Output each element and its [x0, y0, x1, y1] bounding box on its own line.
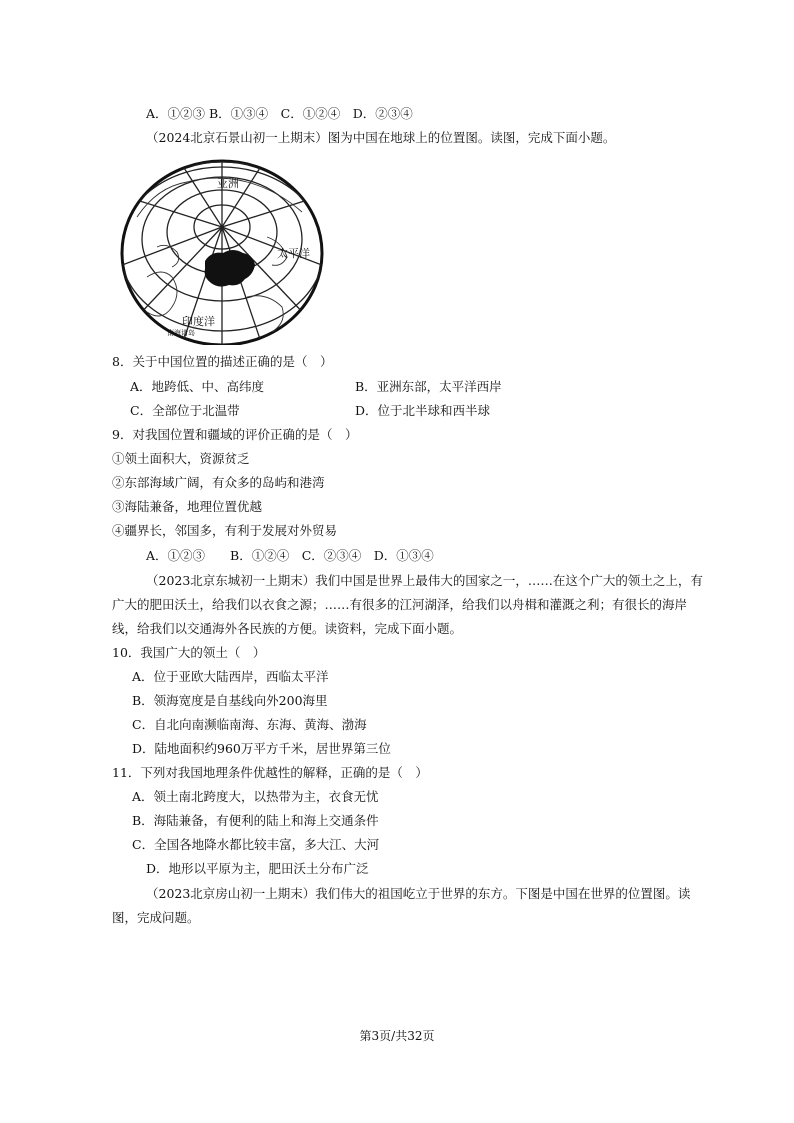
material-intro-2024: （2024北京石景山初一上期末）图为中国在地球上的位置图。读图，完成下面小题。 [146, 130, 616, 145]
q10-option-b: B．领海宽度是自基线向外200海里 [132, 693, 328, 708]
q11-option-a: A．领土南北跨度大，以热带为主，衣食无忧 [132, 789, 379, 804]
q9-options: A．①②③ B．①②④ C．②③④ D．①③④ [146, 548, 434, 563]
q10-option-d: D．陆地面积约960万平方千米，居世界第三位 [132, 741, 391, 756]
question-8: 8．关于中国位置的描述正确的是（ ） [112, 354, 333, 369]
q10-option-a: A．位于亚欧大陆西岸，西临太平洋 [132, 669, 329, 684]
question-11: 11．下列对我国地理条件优越性的解释，正确的是（ ） [112, 765, 428, 780]
previous-options: A．①②③ B．①③④ C．①②④ D．②③④ [146, 106, 413, 121]
label-south-china-sea: 南海诸岛 [167, 329, 195, 337]
material-intro-2023-dongcheng-3: 线，给我们以交通海外各民族的方便。读资料，完成下面小题。 [112, 621, 463, 636]
q10-option-c: C．自北向南濒临南海、东海、黄海、渤海 [132, 717, 367, 732]
q9-statement-4: ④疆界长，邻国多，有利于发展对外贸易 [112, 523, 338, 538]
china-globe-map [117, 157, 327, 345]
q9-statement-1: ①领土面积大，资源贫乏 [112, 451, 250, 466]
q11-option-b: B．海陆兼备，有便利的陆上和海上交通条件 [132, 813, 379, 828]
q8-option-d: D．位于北半球和西半球 [355, 403, 491, 418]
q11-option-d: D．地形以平原为主，肥田沃土分布广泛 [146, 861, 369, 876]
label-indian: 印度洋 [182, 315, 215, 328]
material-intro-2023-fangshan-2: 图，完成问题。 [112, 910, 200, 925]
q8-option-b: B．亚洲东部，太平洋西岸 [355, 379, 502, 394]
q9-statement-3: ③海陆兼备，地理位置优越 [112, 499, 263, 514]
material-intro-2023-fangshan-1: （2023北京房山初一上期末）我们伟大的祖国屹立于世界的东方。下图是中国在世界的位置图。读 [146, 886, 691, 901]
label-asia: 亚洲 [217, 177, 239, 190]
material-intro-2023-dongcheng-1: （2023北京东城初一上期末）我们中国是世界上最伟大的国家之一，……在这个广大的领土之上，有 [146, 573, 703, 588]
q11-option-c: C．全国各地降水都比较丰富，多大江、大河 [132, 837, 380, 852]
q8-option-a: A．地跨低、中、高纬度 [130, 379, 265, 394]
material-intro-2023-dongcheng-2: 广大的肥田沃土，给我们以衣食之源；……有很多的江河湖泽，给我们以舟楫和灌溉之利；有很长的海岸 [112, 597, 688, 612]
question-9: 9．对我国位置和疆域的评价正确的是（ ） [112, 427, 358, 442]
page-number: 第3页/共32页 [359, 1029, 435, 1043]
label-pacific: 太平洋 [277, 247, 310, 260]
question-10: 10．我国广大的领土（ ） [112, 645, 266, 660]
q8-option-c: C．全部位于北温带 [130, 403, 240, 418]
q9-statement-2: ②东部海域广阔，有众多的岛屿和港湾 [112, 475, 325, 490]
